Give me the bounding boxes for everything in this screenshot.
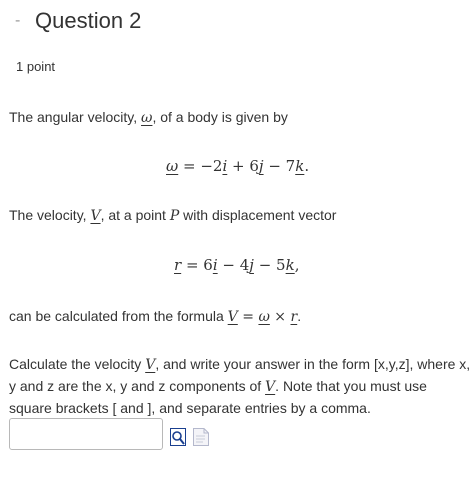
points-label: 1 point <box>16 59 56 74</box>
text: Calculate the velocity <box>9 356 146 372</box>
velocity-var: V <box>227 309 238 325</box>
velocity-var: V <box>90 208 101 224</box>
omega-var: ω <box>258 309 270 325</box>
eq-lhs: r <box>174 256 182 274</box>
text: , at a point <box>100 207 170 223</box>
unit-i: i <box>222 157 228 175</box>
unit-j: j <box>249 256 254 274</box>
question-title: Question 2 <box>35 8 142 33</box>
eq-term: − 7 <box>263 157 296 175</box>
text: . Note that you must use square brackets [ and ], and separate entries by a comma. <box>9 378 427 416</box>
point-var: P <box>169 208 180 224</box>
velocity-var: V <box>145 357 156 373</box>
cross: × <box>269 309 291 325</box>
equals: = <box>237 309 259 325</box>
instructions-paragraph <box>9 354 471 419</box>
velocity-var: V <box>265 379 276 395</box>
eq-term: = 6 <box>181 256 213 274</box>
r-var: r <box>290 309 298 325</box>
unit-k: k <box>285 256 295 274</box>
eq-term: = −2 <box>178 157 223 175</box>
text: with displacement vector <box>179 207 337 223</box>
paragraph-velocity <box>9 207 336 224</box>
displacement-equation <box>174 256 299 274</box>
text: . <box>297 308 302 324</box>
unit-j: j <box>258 157 264 175</box>
preview-math-icon[interactable] <box>170 428 186 446</box>
text: The velocity, <box>9 207 91 223</box>
eq-end: . <box>304 157 310 175</box>
paragraph-formula <box>9 308 301 325</box>
eq-term: − 5 <box>253 256 286 274</box>
collapse-toggle[interactable]: - <box>15 12 21 29</box>
question-header <box>15 6 141 36</box>
eq-term: + 6 <box>227 157 259 175</box>
unit-i: i <box>212 256 218 274</box>
text: can be calculated from the formula <box>9 308 228 324</box>
eq-term: − 4 <box>217 256 250 274</box>
answer-input[interactable] <box>9 418 163 450</box>
omega-var: ω <box>141 110 153 126</box>
eq-lhs: ω <box>166 157 179 175</box>
text: The angular velocity, <box>9 109 142 125</box>
text: , and write your answer in the form [x,y,z], where x, y and z are the x, y and z components of <box>9 356 471 394</box>
omega-equation <box>166 157 309 175</box>
text: , of a body is given by <box>152 109 288 125</box>
formula-help-icon[interactable] <box>193 428 209 446</box>
eq-end: , <box>294 256 300 274</box>
paragraph-angular-velocity <box>9 109 288 126</box>
unit-k: k <box>295 157 305 175</box>
